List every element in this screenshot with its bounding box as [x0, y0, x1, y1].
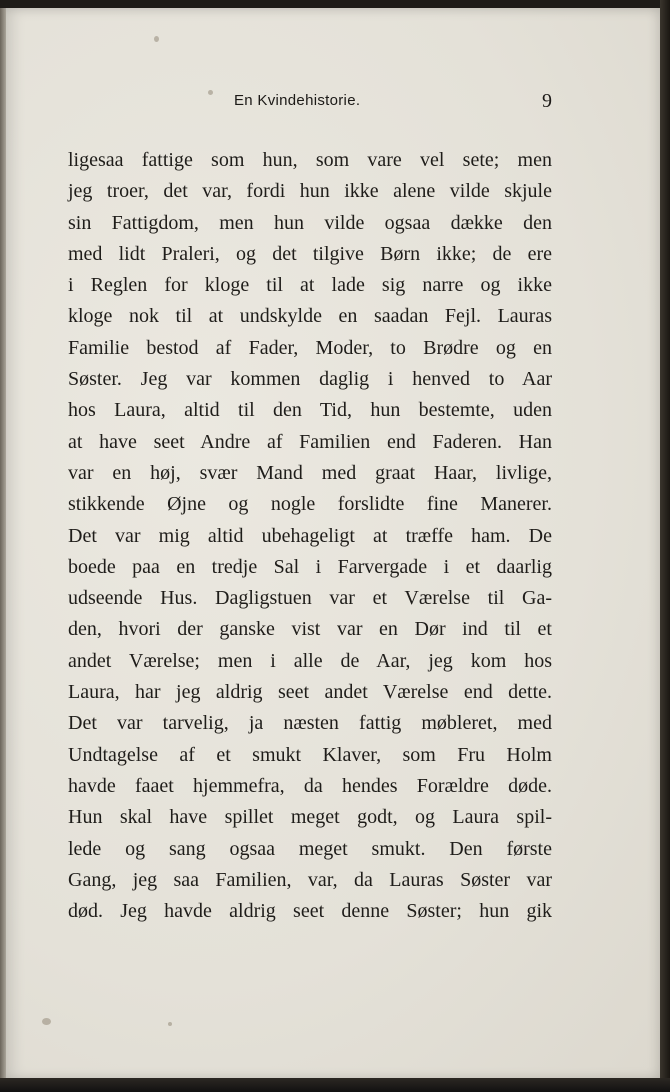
text-line: kloge nok til at undskylde en saadan Fejl. Lauras	[68, 305, 552, 328]
page-bottom-edge	[0, 1078, 670, 1092]
page-header	[68, 92, 552, 116]
text-line: sin Fattigdom, men hun vilde ogsaa dække den	[68, 211, 552, 234]
text-line: havde faaet hjemmefra, da hendes Forældre døde.	[68, 774, 552, 797]
paper-blemish	[154, 36, 159, 42]
text-line: med lidt Praleri, og det tilgive Børn ikke; de ere	[68, 242, 552, 265]
page-number: 9	[542, 90, 552, 112]
text-line: stikkende Øjne og nogle forslidte fine Manerer.	[68, 493, 552, 516]
paper-blemish	[168, 1022, 172, 1026]
paper-blemish	[42, 1018, 51, 1025]
text-line: Det var tarvelig, ja næsten fattig møbleret, med	[68, 712, 552, 735]
text-line: død. Jeg havde aldrig seet denne Søster; hun gik	[68, 900, 552, 923]
text-line: udseende Hus. Dagligstuen var et Værelse til Ga-	[68, 587, 552, 610]
text-line: boede paa en tredje Sal i Farvergade i et daarlig	[68, 555, 552, 578]
text-line: Familie bestod af Fader, Moder, to Brødre og en	[68, 336, 552, 359]
text-line: Gang, jeg saa Familien, var, da Lauras Søster var	[68, 868, 552, 891]
text-line: Undtagelse af et smukt Klaver, som Fru Holm	[68, 743, 552, 766]
text-line: andet Værelse; men i alle de Aar, jeg kom hos	[68, 649, 552, 672]
text-line: Laura, har jeg aldrig seet andet Værelse end dette.	[68, 681, 552, 704]
text-line: ligesaa fattige som hun, som vare vel sete; men	[68, 149, 552, 171]
text-line: Hun skal have spillet meget godt, og Laura spil-	[68, 806, 552, 829]
text-line: hos Laura, altid til den Tid, hun bestemte, uden	[68, 399, 552, 422]
page-right-edge	[660, 0, 670, 1092]
text-line: jeg troer, det var, fordi hun ikke alene vilde skjule	[68, 180, 552, 203]
body-text	[68, 145, 552, 927]
text-line: i Reglen for kloge til at lade sig narre og ikke	[68, 274, 552, 297]
text-line: at have seet Andre af Familien end Faderen. Han	[68, 430, 552, 453]
text-line: lede og sang ogsaa meget smukt. Den første	[68, 837, 552, 860]
running-title: En Kvindehistorie.	[234, 92, 361, 109]
text-line: Det var mig altid ubehageligt at træffe ham. De	[68, 524, 552, 547]
page-gutter-edge	[0, 8, 6, 1080]
text-line: var en høj, svær Mand med graat Haar, livlige,	[68, 461, 552, 484]
text-line: Søster. Jeg var kommen daglig i henved to Aar	[68, 368, 552, 391]
text-line: den, hvori der ganske vist var en Dør ind til et	[68, 618, 552, 641]
